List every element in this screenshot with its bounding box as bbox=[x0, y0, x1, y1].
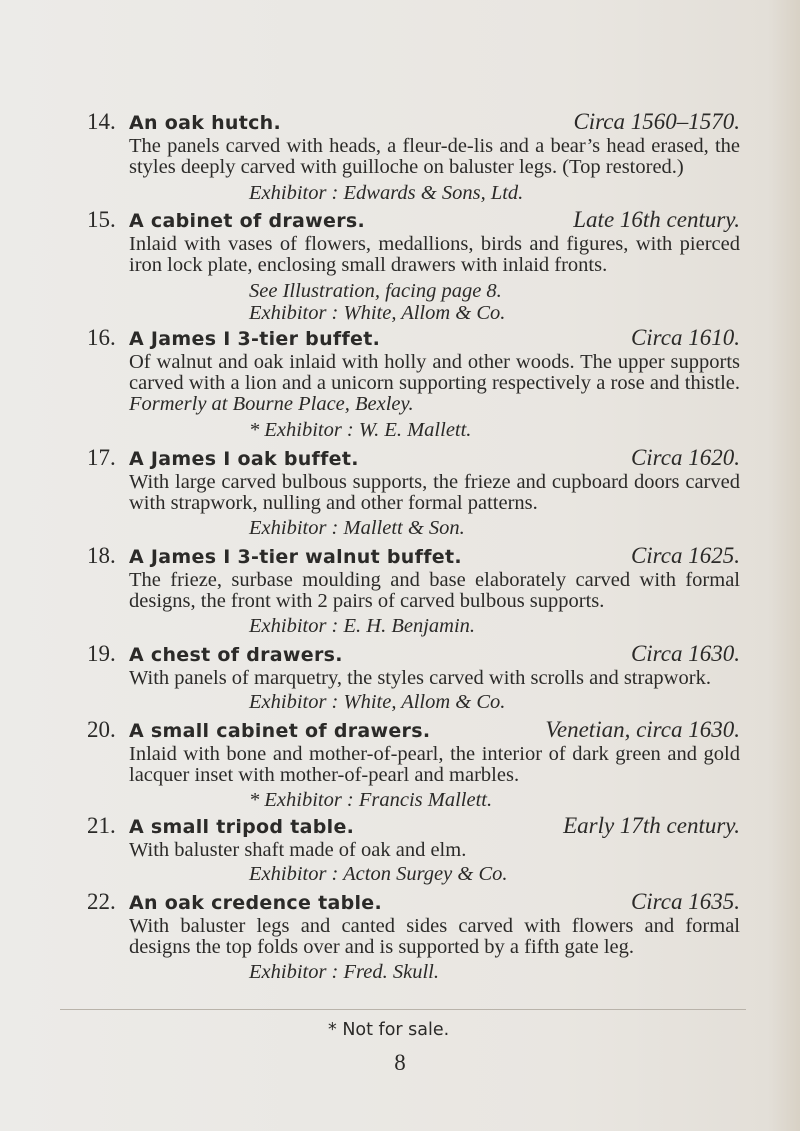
entry-exhibitor: Exhibitor : E. H. Benjamin. bbox=[249, 615, 476, 637]
entry-date: Early 17th century. bbox=[563, 813, 740, 838]
entry-date: Circa 1630. bbox=[630, 641, 740, 666]
footnote: * Not for sale. bbox=[328, 1020, 450, 1040]
entry-number: 21. bbox=[87, 813, 116, 838]
entry-heading bbox=[129, 812, 740, 841]
entry-title: A chest of drawers. bbox=[129, 644, 343, 666]
entry-description: With baluster shaft made of oak and elm. bbox=[129, 839, 467, 861]
entry-date: Circa 1620. bbox=[630, 445, 740, 470]
page-number: 8 bbox=[394, 1050, 406, 1075]
entry-title: A James I oak buffet. bbox=[129, 448, 359, 470]
entry-title: A small tripod table. bbox=[129, 816, 355, 838]
entry-heading bbox=[129, 444, 740, 473]
entry-number: 20. bbox=[87, 717, 116, 742]
entry-number: 17. bbox=[87, 445, 116, 470]
entry-provenance: Formerly at Bourne Place, Bexley. bbox=[129, 393, 414, 415]
footnote-divider bbox=[60, 1009, 746, 1010]
entry-exhibitor: Exhibitor : Acton Surgey & Co. bbox=[249, 863, 508, 885]
entry-exhibitor: Exhibitor : Mallett & Son. bbox=[249, 517, 465, 539]
entry-title: An oak credence table. bbox=[129, 892, 382, 914]
entry-illustration-ref: See Illustration, facing page 8. bbox=[249, 280, 502, 302]
entry-exhibitor: * Exhibitor : W. E. Mallett. bbox=[249, 419, 472, 441]
entry-number: 19. bbox=[87, 641, 116, 666]
entry-description: With panels of marquetry, the styles carved with scrolls and strapwork. bbox=[129, 667, 711, 689]
entry-heading bbox=[129, 640, 740, 669]
entry-number: 22. bbox=[87, 889, 116, 914]
entry-exhibitor: Exhibitor : Fred. Skull. bbox=[249, 961, 439, 983]
entry-title: A James I 3-tier buffet. bbox=[129, 328, 381, 350]
entry-title: A small cabinet of drawers. bbox=[129, 720, 431, 742]
entry-description: Inlaid with bone and mother-of-pearl, the interior of dark green and gold lacquer inset with mother-of-pearl and marbles. bbox=[129, 743, 740, 786]
entry-description: With baluster legs and canted sides carved with flowers and formal designs the top folds over and is supported by a fifth gate leg. bbox=[129, 915, 740, 958]
entry-number: 15. bbox=[87, 207, 116, 232]
entry-date: Circa 1560–1570. bbox=[573, 109, 740, 134]
entry-description: The panels carved with heads, a fleur-de-lis and a bear’s head erased, the styles deeply carved with guilloche on baluster legs. (Top restored.) bbox=[129, 135, 740, 178]
entry-date: Venetian, circa 1630. bbox=[545, 717, 740, 742]
entry-heading bbox=[129, 324, 740, 353]
entry-description: Inlaid with vases of flowers, medallions, birds and figures, with pierced iron lock plate, enclosing small drawers with inlaid fronts. bbox=[129, 233, 740, 276]
entry-title: A James I 3-tier walnut buffet. bbox=[129, 546, 462, 568]
entry-title: A cabinet of drawers. bbox=[129, 210, 365, 232]
entry-heading bbox=[129, 108, 740, 137]
entry-title: An oak hutch. bbox=[129, 112, 282, 134]
entry-description-text: Of walnut and oak inlaid with holly and other woods. The upper supports carved with a lion and a unicorn supporting respectively a rose and thistle. bbox=[129, 351, 740, 394]
entry-description: With large carved bulbous supports, the frieze and cupboard doors carved with strapwork, nulling and other formal patterns. bbox=[129, 471, 740, 514]
entry-exhibitor: * Exhibitor : Francis Mallett. bbox=[249, 789, 493, 811]
entry-heading bbox=[129, 206, 740, 235]
entry-date: Circa 1610. bbox=[630, 325, 740, 350]
entry-heading bbox=[129, 542, 740, 571]
entry-number: 14. bbox=[87, 109, 116, 134]
entry-number: 16. bbox=[87, 325, 116, 350]
entry-description bbox=[129, 352, 740, 415]
entry-date: Late 16th century. bbox=[573, 207, 740, 232]
entry-date: Circa 1635. bbox=[630, 889, 740, 914]
entry-exhibitor: Exhibitor : Edwards & Sons, Ltd. bbox=[249, 182, 524, 204]
entry-date: Circa 1625. bbox=[630, 543, 740, 568]
entry-heading bbox=[129, 716, 740, 745]
entry-number: 18. bbox=[87, 543, 116, 568]
entry-heading bbox=[129, 888, 740, 917]
entry-description: The frieze, surbase moulding and base elaborately carved with formal designs, the front with 2 pairs of carved bulbous supports. bbox=[129, 569, 740, 612]
entry-exhibitor: Exhibitor : White, Allom & Co. bbox=[249, 302, 506, 324]
entry-exhibitor: Exhibitor : White, Allom & Co. bbox=[249, 691, 506, 713]
